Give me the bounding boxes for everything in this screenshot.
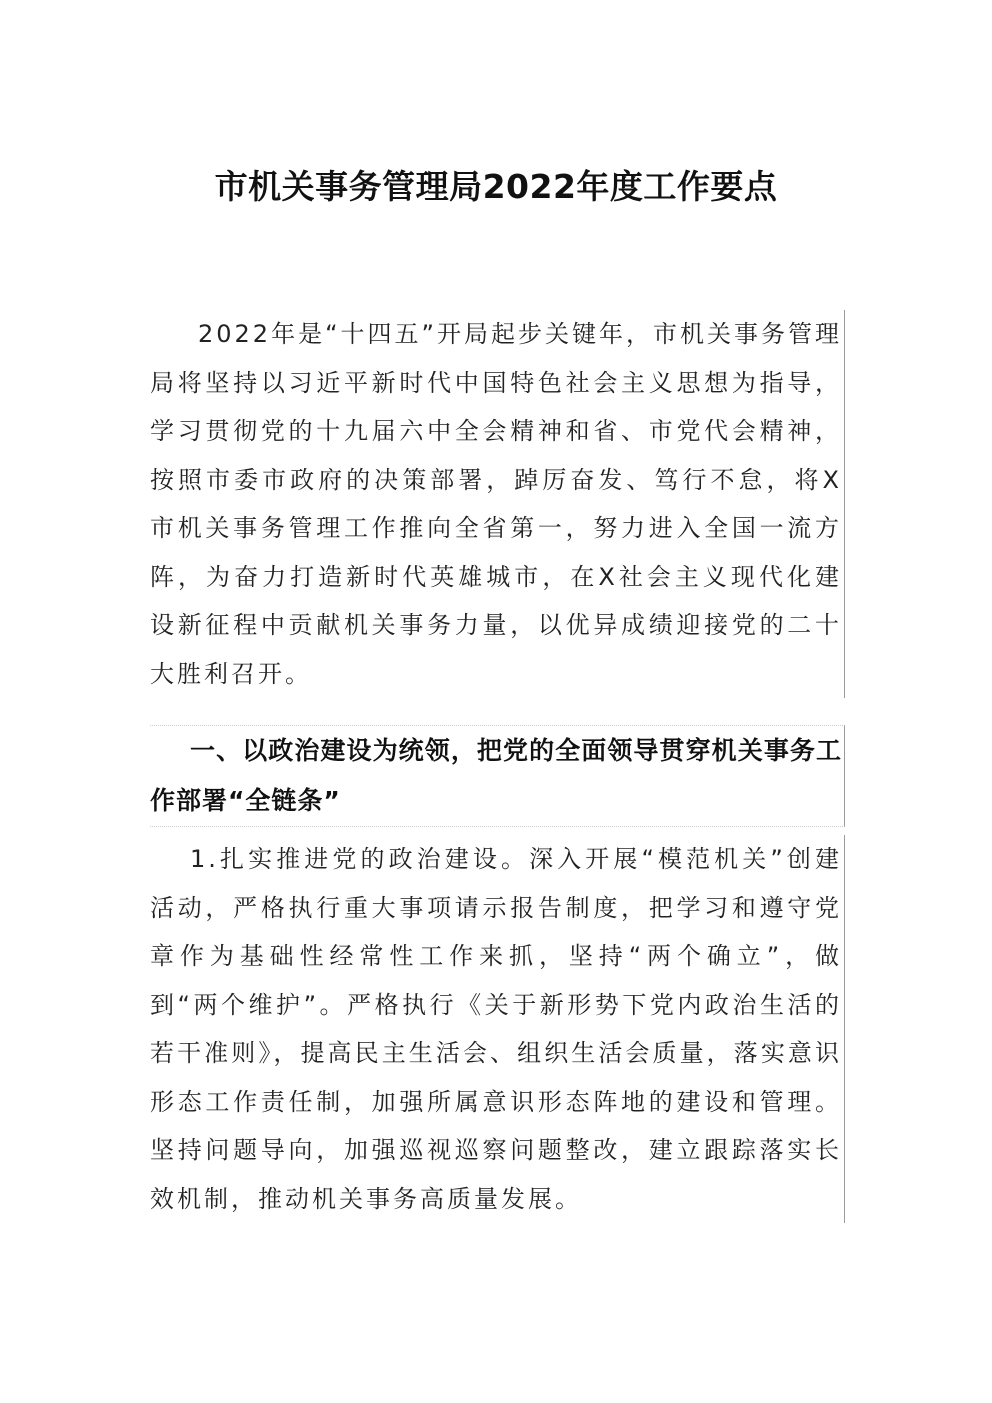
item-1-paragraph: 1.扎实推进党的政治建设。深入开展“模范机关”创建活动，严格执行重大事项请示报告制度，把学习和遵守党章作为基础性经常性工作来抓，坚持“两个确立”，做到“两个维护”。严格执行《关于新形势下党内政治生活的若干准则》，提高民主生活会、组织生活会质量，落实意识形态工作责任制，加强所属意识形态阵地的建设和管理。坚持问题导向，加强巡视巡察问题整改，建立跟踪落实长效机制，推动机关事务高质量发展。 — [150, 835, 845, 1223]
intro-paragraph: 2022年是“十四五”开局起步关键年，市机关事务管理局将坚持以习近平新时代中国特色社会主义思想为指导，学习贯彻党的十九届六中全会精神和省、市党代会精神，按照市委市政府的决策部署，踔厉奋发、笃行不怠，将X市机关事务管理工作推向全省第一，努力进入全国一流方阵，为奋力打造新时代英雄城市，在X社会主义现代化建设新征程中贡献机关事务力量，以优异成绩迎接党的二十大胜利召开。 — [150, 310, 845, 698]
document-title: 市机关事务管理局2022年度工作要点 — [214, 167, 778, 206]
section-heading-1: 一、以政治建设为统领，把党的全面领导贯穿机关事务工作部署“全链条” — [150, 725, 845, 827]
